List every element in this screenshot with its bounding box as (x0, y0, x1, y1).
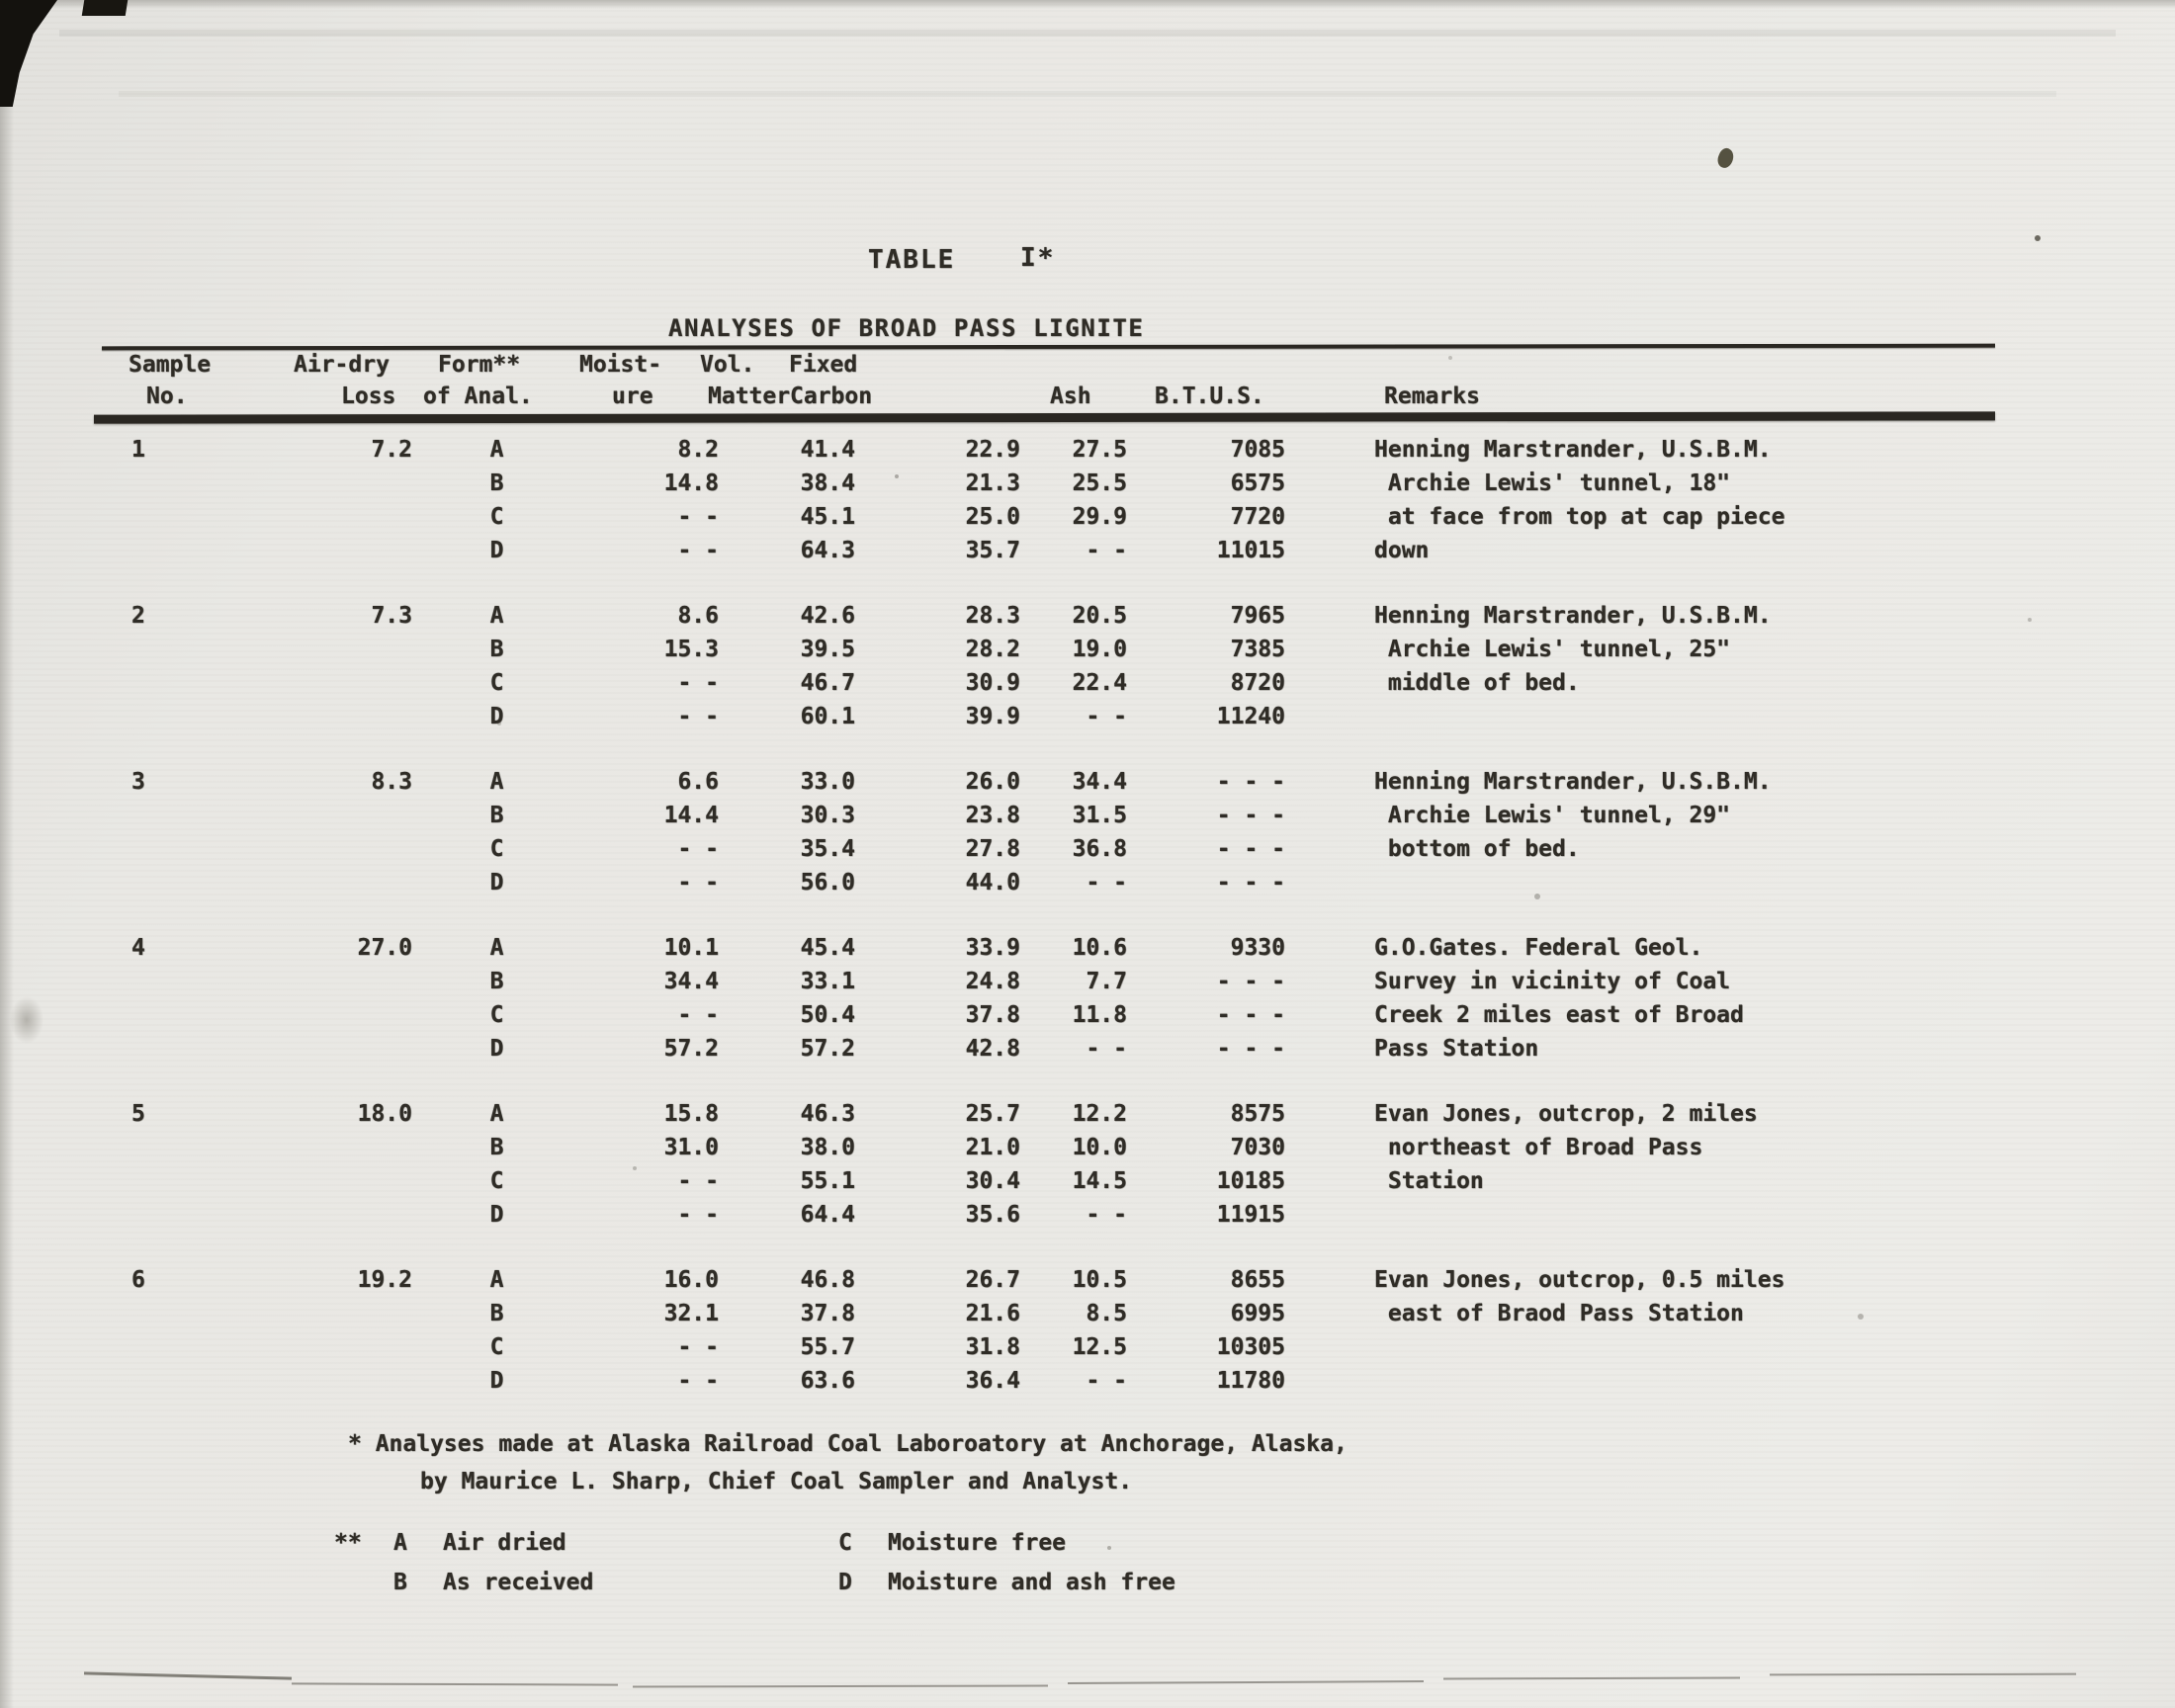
cell-vol-matter: 57.2 (800, 1036, 855, 1062)
table-row (114, 1131, 1992, 1164)
cell-moisture: - - (677, 504, 719, 530)
cell-remarks (1300, 700, 1992, 733)
cell-form-of-analysis: D (489, 704, 504, 729)
cell-ash: 36.8 (1072, 836, 1127, 862)
table-row (114, 433, 1992, 467)
cell-vol-matter: 37.8 (800, 1301, 855, 1326)
cell-btus: - - - (1216, 1002, 1285, 1028)
cell-fixed-carbon: 31.8 (965, 1334, 1020, 1360)
table-subtitle: ANALYSES OF BROAD PASS LIGNITE (668, 314, 1145, 342)
cell-btus: 11780 (1216, 1368, 1285, 1394)
cell-remarks: Henning Marstrander, U.S.B.M. (1374, 769, 1772, 795)
cell-moisture: - - (677, 1168, 719, 1194)
cell-form-of-analysis: B (489, 803, 504, 828)
cell-sample-no (114, 1330, 252, 1364)
key-code-b: B (393, 1570, 407, 1595)
cell-remarks: middle of bed. (1374, 670, 1580, 696)
table-row (114, 1032, 1992, 1066)
cell-airdry-loss (252, 1364, 430, 1398)
cell-fixed-carbon: 44.0 (965, 870, 1020, 896)
cell-fixed-carbon: 23.8 (965, 803, 1020, 828)
cell-btus: 11015 (1216, 538, 1285, 563)
cell-vol-matter: 45.4 (800, 935, 855, 961)
cell-airdry-loss (252, 700, 430, 733)
cell-fixed-carbon: 26.0 (965, 769, 1020, 795)
cell-vol-matter: 42.6 (800, 603, 855, 629)
table-row (114, 998, 1992, 1032)
scan-edge-artifact (82, 0, 129, 16)
cell-ash: 11.8 (1072, 1002, 1127, 1028)
cell-airdry-loss (252, 534, 430, 567)
cell-fixed-carbon: 25.0 (965, 504, 1020, 530)
table-row (114, 1364, 1992, 1398)
cell-airdry-loss: 19.2 (357, 1267, 412, 1293)
scan-smudge (10, 996, 44, 1044)
cell-vol-matter: 33.1 (800, 969, 855, 994)
col-header-remarks: Remarks (1384, 384, 1480, 409)
col-header-moisture: Moist- (579, 352, 662, 378)
col-header-moisture-2: ure (612, 384, 653, 409)
cell-vol-matter: 55.1 (800, 1168, 855, 1194)
cell-moisture: 16.0 (663, 1267, 719, 1293)
key-label-a: Air dried (443, 1530, 566, 1556)
table-row (114, 666, 1992, 700)
table-row (114, 1097, 1992, 1131)
cell-ash: 29.9 (1072, 504, 1127, 530)
sample-block (114, 1097, 1992, 1232)
cell-airdry-loss (252, 467, 430, 500)
cell-fixed-carbon: 42.8 (965, 1036, 1020, 1062)
cell-fixed-carbon: 37.8 (965, 1002, 1020, 1028)
scan-bottom-line (84, 1671, 292, 1679)
cell-remarks: down (1374, 538, 1430, 563)
cell-sample-no (114, 1364, 252, 1398)
cell-vol-matter: 46.7 (800, 670, 855, 696)
cell-sample-no (114, 998, 252, 1032)
cell-fixed-carbon: 24.8 (965, 969, 1020, 994)
cell-moisture: 15.8 (663, 1101, 719, 1127)
cell-vol-matter: 45.1 (800, 504, 855, 530)
cell-ash: 22.4 (1072, 670, 1127, 696)
cell-ash: 27.5 (1072, 437, 1127, 463)
cell-airdry-loss (252, 866, 430, 899)
scan-streak (59, 30, 2116, 37)
cell-ash: 14.5 (1072, 1168, 1127, 1194)
cell-form-of-analysis: A (489, 1101, 504, 1127)
key-code-d: D (838, 1570, 852, 1595)
scan-bottom-line (1068, 1680, 1424, 1684)
cell-form-of-analysis: B (489, 470, 504, 496)
table-top-rule (102, 344, 1995, 351)
cell-ash: 7.7 (1086, 969, 1127, 994)
cell-sample-no (114, 633, 252, 666)
page-top-edge-shading (0, 0, 2175, 9)
cell-fixed-carbon: 39.9 (965, 704, 1020, 729)
cell-airdry-loss: 27.0 (357, 935, 412, 961)
cell-airdry-loss (252, 633, 430, 666)
cell-moisture: - - (677, 670, 719, 696)
cell-btus: - - - (1216, 1036, 1285, 1062)
cell-form-of-analysis: B (489, 1301, 504, 1326)
key-code-c: C (838, 1530, 852, 1556)
cell-sample-no: 1 (131, 437, 145, 463)
cell-moisture: - - (677, 704, 719, 729)
cell-form-of-analysis: A (489, 1267, 504, 1293)
scan-bottom-line (1443, 1676, 1740, 1679)
cell-sample-no (114, 1131, 252, 1164)
key-label-d: Moisture and ash free (888, 1570, 1175, 1595)
col-header-sample-2: No. (146, 384, 188, 409)
cell-moisture: - - (677, 538, 719, 563)
table-row (114, 1198, 1992, 1232)
cell-fixed-carbon: 27.8 (965, 836, 1020, 862)
cell-airdry-loss (252, 799, 430, 832)
scan-bottom-line (1770, 1673, 2076, 1676)
cell-sample-no (114, 666, 252, 700)
cell-sample-no: 5 (131, 1101, 145, 1127)
cell-moisture: - - (677, 1334, 719, 1360)
cell-remarks: Henning Marstrander, U.S.B.M. (1374, 437, 1772, 463)
cell-ash: - - (1086, 538, 1127, 563)
cell-vol-matter: 46.3 (800, 1101, 855, 1127)
col-header-fixed-2: Carbon (790, 384, 873, 409)
cell-ash: 10.5 (1072, 1267, 1127, 1293)
key-code-a: A (393, 1530, 407, 1556)
cell-ash: 19.0 (1072, 637, 1127, 662)
cell-ash: - - (1086, 1036, 1127, 1062)
cell-btus: 10185 (1216, 1168, 1285, 1194)
cell-remarks: Creek 2 miles east of Broad (1374, 1002, 1744, 1028)
cell-vol-matter: 33.0 (800, 769, 855, 795)
cell-ash: 8.5 (1086, 1301, 1127, 1326)
cell-ash: - - (1086, 870, 1127, 896)
cell-fixed-carbon: 30.9 (965, 670, 1020, 696)
cell-btus: 11240 (1216, 704, 1285, 729)
key-marker: ** (334, 1530, 362, 1556)
table-row (114, 467, 1992, 500)
cell-airdry-loss (252, 998, 430, 1032)
cell-vol-matter: 55.7 (800, 1334, 855, 1360)
cell-form-of-analysis: D (489, 1036, 504, 1062)
cell-btus: 10305 (1216, 1334, 1285, 1360)
cell-btus: 7965 (1230, 603, 1285, 629)
cell-sample-no: 6 (131, 1267, 145, 1293)
table-row (114, 866, 1992, 899)
cell-btus: 8655 (1230, 1267, 1285, 1293)
cell-airdry-loss (252, 1297, 430, 1330)
scan-corner-artifact (0, 0, 57, 107)
cell-btus: 7385 (1230, 637, 1285, 662)
cell-airdry-loss: 7.2 (371, 437, 412, 463)
cell-airdry-loss (252, 965, 430, 998)
cell-form-of-analysis: D (489, 1202, 504, 1228)
ink-speck (2035, 235, 2041, 241)
table-row (114, 1297, 1992, 1330)
col-header-form: Form** (438, 352, 521, 378)
cell-ash: 10.0 (1072, 1135, 1127, 1160)
cell-moisture: 15.3 (663, 637, 719, 662)
cell-moisture: 31.0 (663, 1135, 719, 1160)
cell-form-of-analysis: C (489, 504, 504, 530)
cell-fixed-carbon: 33.9 (965, 935, 1020, 961)
cell-btus: 11915 (1216, 1202, 1285, 1228)
cell-moisture: 14.8 (663, 470, 719, 496)
cell-airdry-loss (252, 1330, 430, 1364)
table-row (114, 765, 1992, 799)
cell-vol-matter: 56.0 (800, 870, 855, 896)
cell-remarks: Station (1374, 1168, 1484, 1194)
cell-remarks: Archie Lewis' tunnel, 18" (1374, 470, 1731, 496)
cell-airdry-loss: 7.3 (371, 603, 412, 629)
cell-btus: - - - (1216, 969, 1285, 994)
cell-form-of-analysis: B (489, 637, 504, 662)
cell-btus: - - - (1216, 803, 1285, 828)
cell-sample-no: 3 (131, 769, 145, 795)
cell-vol-matter: 46.8 (800, 1267, 855, 1293)
sample-block (114, 1263, 1992, 1398)
cell-ash: 12.2 (1072, 1101, 1127, 1127)
footnote-analyses-1: * Analyses made at Alaska Railroad Coal Laboroatory at Anchorage, Alaska, (348, 1431, 1348, 1457)
col-header-form-2: of Anal. (423, 384, 533, 409)
cell-sample-no (114, 866, 252, 899)
table-row (114, 965, 1992, 998)
cell-btus: - - - (1216, 836, 1285, 862)
cell-airdry-loss (252, 1032, 430, 1066)
cell-form-of-analysis: B (489, 969, 504, 994)
cell-btus: 6575 (1230, 470, 1285, 496)
cell-vol-matter: 64.3 (800, 538, 855, 563)
cell-form-of-analysis: C (489, 670, 504, 696)
cell-ash: - - (1086, 1202, 1127, 1228)
cell-fixed-carbon: 28.3 (965, 603, 1020, 629)
cell-remarks (1300, 1364, 1992, 1398)
cell-sample-no (114, 1032, 252, 1066)
cell-sample-no (114, 965, 252, 998)
key-label-b: As received (443, 1570, 594, 1595)
cell-form-of-analysis: D (489, 870, 504, 896)
table-row (114, 931, 1992, 965)
col-header-vol: Vol. (700, 352, 755, 378)
cell-form-of-analysis: C (489, 1002, 504, 1028)
cell-remarks (1300, 1198, 1992, 1232)
table-row (114, 534, 1992, 567)
cell-vol-matter: 60.1 (800, 704, 855, 729)
cell-sample-no (114, 1164, 252, 1198)
cell-fixed-carbon: 26.7 (965, 1267, 1020, 1293)
cell-moisture: 10.1 (663, 935, 719, 961)
table-row (114, 799, 1992, 832)
cell-remarks: Pass Station (1374, 1036, 1539, 1062)
cell-ash: 20.5 (1072, 603, 1127, 629)
cell-remarks: Archie Lewis' tunnel, 25" (1374, 637, 1731, 662)
cell-vol-matter: 38.4 (800, 470, 855, 496)
cell-fixed-carbon: 25.7 (965, 1101, 1020, 1127)
sample-block (114, 433, 1992, 567)
cell-btus: 7085 (1230, 437, 1285, 463)
cell-sample-no (114, 1297, 252, 1330)
cell-remarks: bottom of bed. (1374, 836, 1580, 862)
cell-remarks: Henning Marstrander, U.S.B.M. (1374, 603, 1772, 629)
cell-ash: 12.5 (1072, 1334, 1127, 1360)
cell-remarks (1300, 1330, 1992, 1364)
col-header-btu: B.T.U.S. (1155, 384, 1264, 409)
cell-vol-matter: 35.4 (800, 836, 855, 862)
cell-form-of-analysis: D (489, 538, 504, 563)
cell-form-of-analysis: B (489, 1135, 504, 1160)
cell-remarks: G.O.Gates. Federal Geol. (1374, 935, 1703, 961)
cell-ash: - - (1086, 704, 1127, 729)
cell-moisture: 8.6 (677, 603, 719, 629)
cell-ash: 34.4 (1072, 769, 1127, 795)
ink-smudge (1715, 146, 1737, 170)
cell-remarks: Survey in vicinity of Coal (1374, 969, 1731, 994)
cell-sample-no (114, 700, 252, 733)
cell-sample-no (114, 1198, 252, 1232)
sample-block (114, 931, 1992, 1066)
cell-vol-matter: 41.4 (800, 437, 855, 463)
page-left-edge-shading (0, 0, 14, 1708)
cell-ash: 10.6 (1072, 935, 1127, 961)
cell-airdry-loss (252, 1198, 430, 1232)
table-title-number: I* (1020, 243, 1056, 273)
cell-form-of-analysis: C (489, 836, 504, 862)
cell-sample-no (114, 467, 252, 500)
col-header-fixed: Fixed (789, 352, 858, 378)
cell-ash: 25.5 (1072, 470, 1127, 496)
cell-sample-no (114, 832, 252, 866)
cell-remarks: Archie Lewis' tunnel, 29" (1374, 803, 1731, 828)
cell-remarks: Evan Jones, outcrop, 2 miles (1374, 1101, 1758, 1127)
cell-airdry-loss (252, 1131, 430, 1164)
cell-sample-no (114, 534, 252, 567)
scan-bottom-line (292, 1682, 618, 1685)
cell-sample-no: 4 (131, 935, 145, 961)
cell-moisture: 34.4 (663, 969, 719, 994)
cell-form-of-analysis: C (489, 1168, 504, 1194)
cell-btus: - - - (1216, 769, 1285, 795)
footnote-analyses-2: by Maurice L. Sharp, Chief Coal Sampler and Analyst. (420, 1469, 1133, 1494)
cell-moisture: - - (677, 1368, 719, 1394)
cell-remarks: northeast of Broad Pass (1374, 1135, 1703, 1160)
sample-block (114, 599, 1992, 733)
cell-fixed-carbon: 22.9 (965, 437, 1020, 463)
cell-ash: 31.5 (1072, 803, 1127, 828)
table-row (114, 1263, 1992, 1297)
cell-fixed-carbon: 28.2 (965, 637, 1020, 662)
cell-moisture: 8.2 (677, 437, 719, 463)
cell-form-of-analysis: C (489, 1334, 504, 1360)
cell-btus: 6995 (1230, 1301, 1285, 1326)
cell-fixed-carbon: 30.4 (965, 1168, 1020, 1194)
table-header-rule (94, 411, 1995, 423)
cell-moisture: - - (677, 1202, 719, 1228)
cell-remarks: Evan Jones, outcrop, 0.5 miles (1374, 1267, 1785, 1293)
cell-moisture: 6.6 (677, 769, 719, 795)
col-header-vol-2: Matter (708, 384, 791, 409)
table-row (114, 700, 1992, 733)
cell-moisture: - - (677, 836, 719, 862)
cell-sample-no (114, 799, 252, 832)
table-row (114, 1330, 1992, 1364)
table-row (114, 832, 1992, 866)
cell-btus: 8720 (1230, 670, 1285, 696)
cell-moisture: - - (677, 870, 719, 896)
cell-airdry-loss (252, 666, 430, 700)
cell-vol-matter: 64.4 (800, 1202, 855, 1228)
cell-airdry-loss (252, 1164, 430, 1198)
cell-vol-matter: 39.5 (800, 637, 855, 662)
cell-airdry-loss: 8.3 (371, 769, 412, 795)
cell-form-of-analysis: A (489, 769, 504, 795)
cell-airdry-loss: 18.0 (357, 1101, 412, 1127)
cell-form-of-analysis: A (489, 935, 504, 961)
cell-form-of-analysis: A (489, 603, 504, 629)
cell-remarks: at face from top at cap piece (1374, 504, 1785, 530)
cell-fixed-carbon: 36.4 (965, 1368, 1020, 1394)
cell-form-of-analysis: A (489, 437, 504, 463)
cell-vol-matter: 30.3 (800, 803, 855, 828)
cell-moisture: - - (677, 1002, 719, 1028)
table-row (114, 1164, 1992, 1198)
sample-block (114, 765, 1992, 899)
cell-btus: 7030 (1230, 1135, 1285, 1160)
cell-airdry-loss (252, 500, 430, 534)
cell-fixed-carbon: 21.0 (965, 1135, 1020, 1160)
cell-btus: 9330 (1230, 935, 1285, 961)
table-row (114, 599, 1992, 633)
cell-btus: 8575 (1230, 1101, 1285, 1127)
cell-btus: 7720 (1230, 504, 1285, 530)
cell-sample-no: 2 (131, 603, 145, 629)
cell-fixed-carbon: 21.6 (965, 1301, 1020, 1326)
cell-btus: - - - (1216, 870, 1285, 896)
cell-fixed-carbon: 35.7 (965, 538, 1020, 563)
cell-vol-matter: 63.6 (800, 1368, 855, 1394)
cell-fixed-carbon: 35.6 (965, 1202, 1020, 1228)
col-header-sample: Sample (129, 352, 212, 378)
key-label-c: Moisture free (888, 1530, 1067, 1556)
cell-remarks: east of Braod Pass Station (1374, 1301, 1744, 1326)
cell-sample-no (114, 500, 252, 534)
cell-airdry-loss (252, 832, 430, 866)
cell-vol-matter: 38.0 (800, 1135, 855, 1160)
table-row (114, 633, 1992, 666)
cell-moisture: 32.1 (663, 1301, 719, 1326)
cell-remarks (1300, 866, 1992, 899)
cell-vol-matter: 50.4 (800, 1002, 855, 1028)
table-title-word: TABLE (868, 245, 956, 275)
cell-fixed-carbon: 21.3 (965, 470, 1020, 496)
table-row (114, 500, 1992, 534)
col-header-ash: Ash (1050, 384, 1091, 409)
cell-moisture: 14.4 (663, 803, 719, 828)
cell-ash: - - (1086, 1368, 1127, 1394)
col-header-airdry: Air-dry (294, 352, 390, 378)
col-header-airdry-2: Loss (341, 384, 396, 409)
table-body (114, 433, 1992, 1429)
cell-form-of-analysis: D (489, 1368, 504, 1394)
cell-moisture: 57.2 (663, 1036, 719, 1062)
scan-streak (119, 91, 2056, 97)
scan-bottom-line (633, 1684, 1048, 1687)
